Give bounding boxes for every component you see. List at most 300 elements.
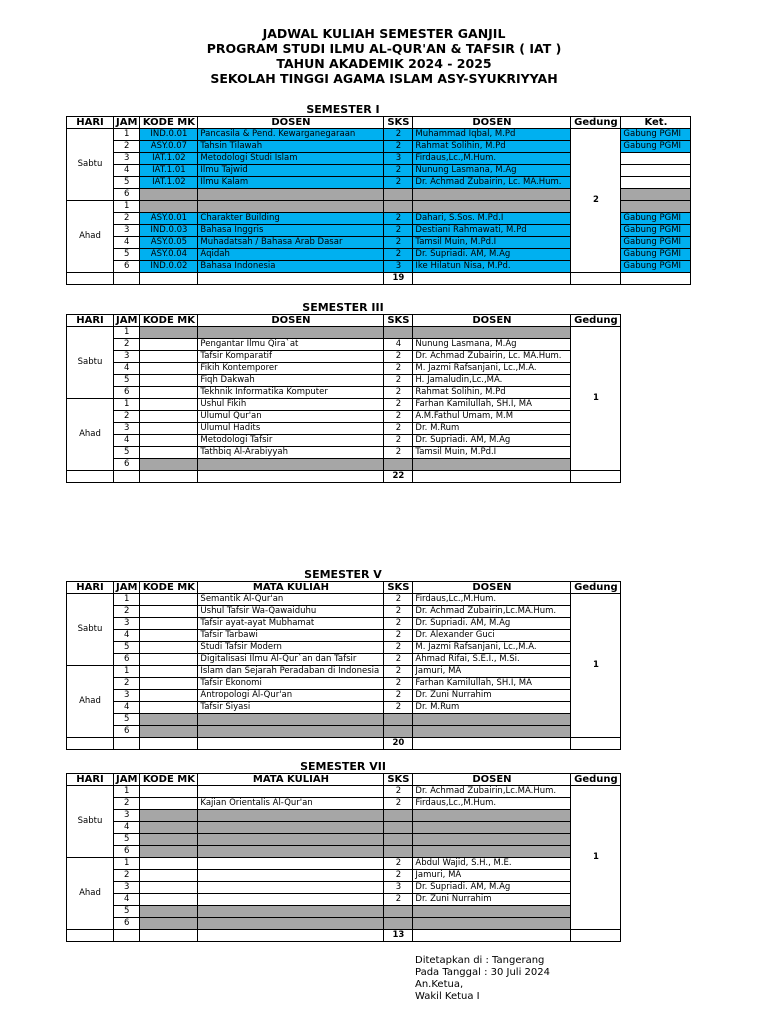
jam-cell: 4 [114, 894, 140, 906]
semester-7-table [66, 773, 621, 942]
course-cell [198, 858, 384, 870]
day-label-sabtu: Sabtu [67, 594, 114, 666]
table-row [67, 327, 621, 339]
lecturer-cell: Dr. Achmad Zubairin,Lc.MA.Hum. [413, 606, 571, 618]
header-title: JADWAL KULIAH SEMESTER GANJIL [262, 26, 506, 41]
kode-cell: IAT.1.02 [140, 153, 198, 165]
sks-cell: 3 [384, 261, 413, 273]
empty-cell [114, 471, 140, 483]
sks-cell [384, 822, 413, 834]
lecturer-cell [413, 918, 571, 930]
jam-cell: 5 [114, 375, 140, 387]
course-cell: Tekhnik Informatika Komputer [198, 387, 384, 399]
sks-cell: 2 [384, 702, 413, 714]
sks-cell: 2 [384, 654, 413, 666]
jam-cell: 6 [114, 726, 140, 738]
lecturer-cell: Firdaus,Lc.,M.Hum. [413, 153, 571, 165]
course-cell: Ulumul Hadits [198, 423, 384, 435]
jam-cell: 5 [114, 177, 140, 189]
kode-cell [140, 423, 198, 435]
course-cell: Ulumul Qur'an [198, 411, 384, 423]
total-row [67, 273, 691, 285]
col-kode: KODE MK [140, 315, 198, 327]
sks-cell: 3 [384, 882, 413, 894]
course-cell: Pengantar Ilmu Qira`at [198, 339, 384, 351]
course-cell [198, 459, 384, 471]
lecturer-cell: Nunung Lasmana, M.Ag [413, 339, 571, 351]
sks-cell [384, 846, 413, 858]
col-sks: SKS [384, 315, 413, 327]
jam-cell: 4 [114, 237, 140, 249]
jam-cell: 5 [114, 447, 140, 459]
col-dosen: DOSEN [413, 582, 571, 594]
kode-cell [140, 327, 198, 339]
jam-cell: 3 [114, 882, 140, 894]
table-row [67, 387, 621, 399]
col-jam: JAM [114, 582, 140, 594]
kode-cell [140, 189, 198, 201]
lecturer-cell: Firdaus,Lc.,M.Hum. [413, 798, 571, 810]
kode-cell [140, 786, 198, 798]
lecturer-cell: Dr. Achmad Zubairin, Lc. MA.Hum. [413, 177, 571, 189]
course-cell: Metodologi Studi Islam [198, 153, 384, 165]
table-row [67, 870, 621, 882]
lecturer-cell: Rahmat Solihin, M.Pd [413, 141, 571, 153]
signature-role: Wakil Ketua I [415, 991, 480, 1002]
sks-cell [384, 918, 413, 930]
jam-cell: 3 [114, 810, 140, 822]
col-sks: SKS [384, 774, 413, 786]
sks-cell: 2 [384, 630, 413, 642]
empty-cell [571, 738, 621, 750]
course-cell: Tafsir Tarbawi [198, 630, 384, 642]
empty-cell [571, 930, 621, 942]
course-cell [198, 189, 384, 201]
kode-cell [140, 918, 198, 930]
lecturer-cell [413, 201, 571, 213]
table-row [67, 714, 621, 726]
kode-cell [140, 690, 198, 702]
sks-cell: 2 [384, 423, 413, 435]
jam-cell: 3 [114, 153, 140, 165]
sks-cell [384, 834, 413, 846]
day-label-sabtu: Sabtu [67, 129, 114, 201]
empty-cell [413, 273, 571, 285]
ket-cell: Gabung PGMI [621, 213, 691, 225]
kode-cell [140, 714, 198, 726]
total-row [67, 738, 621, 750]
ket-cell [621, 153, 691, 165]
jam-cell: 1 [114, 129, 140, 141]
building-number: 1 [571, 594, 621, 738]
lecturer-cell: Ahmad Rifai, S.E.I., M.Si. [413, 654, 571, 666]
jam-cell: 1 [114, 666, 140, 678]
ket-cell: Gabung PGMI [621, 225, 691, 237]
lecturer-cell [413, 327, 571, 339]
lecturer-cell: Dr. Zuni Nurrahim [413, 894, 571, 906]
empty-cell [114, 930, 140, 942]
lecturer-cell [413, 714, 571, 726]
table-row [67, 447, 621, 459]
lecturer-cell [413, 726, 571, 738]
day-label-sabtu: Sabtu [67, 327, 114, 399]
col-gedung: Gedung [571, 315, 621, 327]
sks-cell [384, 726, 413, 738]
col-hari: HARI [67, 582, 114, 594]
sks-cell: 2 [384, 678, 413, 690]
sks-cell: 2 [384, 618, 413, 630]
kode-cell: ASY.0.04 [140, 249, 198, 261]
table-row [67, 423, 621, 435]
course-cell: Bahasa Indonesia [198, 261, 384, 273]
kode-cell [140, 630, 198, 642]
table-row [67, 642, 621, 654]
kode-cell [140, 201, 198, 213]
kode-cell [140, 810, 198, 822]
sks-cell: 2 [384, 213, 413, 225]
ket-cell [621, 201, 691, 213]
jam-cell: 2 [114, 213, 140, 225]
col-dosen: DOSEN [413, 315, 571, 327]
ket-cell: Gabung PGMI [621, 141, 691, 153]
lecturer-cell: Dr. Supriadi. AM, M.Ag [413, 435, 571, 447]
jam-cell: 6 [114, 387, 140, 399]
course-cell [198, 870, 384, 882]
sks-cell [384, 189, 413, 201]
table-row [67, 630, 621, 642]
course-cell: Ushul Fikih [198, 399, 384, 411]
course-cell: Islam dan Sejarah Peradaban di Indonesia [198, 666, 384, 678]
kode-cell [140, 834, 198, 846]
table-row [67, 894, 621, 906]
signature-place: Ditetapkan di : Tangerang [415, 955, 545, 966]
jam-cell: 4 [114, 630, 140, 642]
course-cell [198, 846, 384, 858]
empty-cell [413, 738, 571, 750]
jam-cell: 6 [114, 846, 140, 858]
col-jam: JAM [114, 117, 140, 129]
sks-cell [384, 201, 413, 213]
col-hari: HARI [67, 117, 114, 129]
kode-cell [140, 870, 198, 882]
kode-cell [140, 894, 198, 906]
kode-cell [140, 459, 198, 471]
kode-cell [140, 339, 198, 351]
table-row [67, 690, 621, 702]
lecturer-cell: Jamuri, MA [413, 666, 571, 678]
table-row [67, 834, 621, 846]
table-row [67, 435, 621, 447]
course-cell: Tafsir Ekonomi [198, 678, 384, 690]
course-cell: Tafsir ayat-ayat Mubhamat [198, 618, 384, 630]
sks-cell [384, 906, 413, 918]
course-cell: Tafsir Siyasi [198, 702, 384, 714]
course-cell: Semantik Al-Qur'an [198, 594, 384, 606]
course-cell: Metodologi Tafsir [198, 435, 384, 447]
sks-cell: 2 [384, 690, 413, 702]
kode-cell [140, 846, 198, 858]
kode-cell [140, 666, 198, 678]
total-sks: 20 [384, 738, 413, 750]
total-sks: 19 [384, 273, 413, 285]
col-mata-kuliah: MATA KULIAH [198, 582, 384, 594]
lecturer-cell: Tamsil Muin, M.Pd.I [413, 447, 571, 459]
lecturer-cell: Dr. Alexander Guci [413, 630, 571, 642]
empty-cell [67, 273, 114, 285]
empty-cell [198, 471, 384, 483]
lecturer-cell [413, 822, 571, 834]
building-number: 1 [571, 786, 621, 930]
course-cell [198, 786, 384, 798]
semester-3-title: SEMESTER III [302, 301, 384, 314]
total-sks: 22 [384, 471, 413, 483]
jam-cell: 4 [114, 435, 140, 447]
header-institution: SEKOLAH TINGGI AGAMA ISLAM ASY-SYUKRIYYAH [210, 71, 558, 86]
table-row [67, 351, 621, 363]
jam-cell: 2 [114, 870, 140, 882]
sks-cell: 2 [384, 387, 413, 399]
lecturer-cell: A.M.Fathul Umam, M.M [413, 411, 571, 423]
jam-cell: 4 [114, 363, 140, 375]
empty-cell [114, 738, 140, 750]
empty-cell [140, 273, 198, 285]
lecturer-cell: Destiani Rahmawati, M.Pd [413, 225, 571, 237]
lecturer-cell [413, 834, 571, 846]
semester-5-table [66, 581, 621, 750]
empty-cell [413, 930, 571, 942]
col-gedung: Gedung [571, 117, 621, 129]
table-row [67, 810, 621, 822]
kode-cell [140, 678, 198, 690]
sks-cell: 2 [384, 435, 413, 447]
semester-5-title: SEMESTER V [304, 568, 382, 581]
lecturer-cell: M. Jazmi Rafsanjani, Lc.,M.A. [413, 363, 571, 375]
kode-cell: IND.0.03 [140, 225, 198, 237]
kode-cell: IAT.1.02 [140, 177, 198, 189]
lecturer-cell: Dr. Achmad Zubairin, Lc. MA.Hum. [413, 351, 571, 363]
building-number: 1 [571, 327, 621, 471]
document-header [0, 26, 768, 86]
sks-cell: 2 [384, 642, 413, 654]
col-jam: JAM [114, 774, 140, 786]
table-row [67, 918, 621, 930]
sks-cell: 2 [384, 411, 413, 423]
lecturer-cell: Nunung Lasmana, M.Ag [413, 165, 571, 177]
course-cell [198, 714, 384, 726]
sks-cell: 2 [384, 786, 413, 798]
sks-cell: 2 [384, 237, 413, 249]
col-dosen: DOSEN [413, 774, 571, 786]
course-cell: Tahsin Tilawah [198, 141, 384, 153]
kode-cell [140, 594, 198, 606]
sks-cell [384, 459, 413, 471]
course-cell: Ilmu Tajwid [198, 165, 384, 177]
jam-cell: 2 [114, 678, 140, 690]
table-row [67, 678, 621, 690]
jam-cell: 4 [114, 165, 140, 177]
kode-cell: ASY.0.07 [140, 141, 198, 153]
kode-cell [140, 618, 198, 630]
sks-cell: 2 [384, 894, 413, 906]
table-row [67, 654, 621, 666]
lecturer-cell: Dahari, S.Sos. M.Pd.I [413, 213, 571, 225]
course-cell [198, 822, 384, 834]
lecturer-cell [413, 846, 571, 858]
kode-cell [140, 351, 198, 363]
lecturer-cell: Farhan Kamilullah, SH.I, MA [413, 678, 571, 690]
jam-cell: 4 [114, 822, 140, 834]
signature-date: Pada Tanggal : 30 Juli 2024 [415, 967, 550, 978]
sks-cell: 2 [384, 351, 413, 363]
table-row [67, 798, 621, 810]
sks-cell [384, 714, 413, 726]
jam-cell: 4 [114, 702, 140, 714]
course-cell: Studi Tafsir Modern [198, 642, 384, 654]
course-cell: Aqidah [198, 249, 384, 261]
lecturer-cell: Firdaus,Lc.,M.Hum. [413, 594, 571, 606]
table-row [67, 726, 621, 738]
jam-cell: 6 [114, 918, 140, 930]
jam-cell: 1 [114, 327, 140, 339]
total-sks: 13 [384, 930, 413, 942]
table-row [67, 399, 621, 411]
header-program: PROGRAM STUDI ILMU AL-QUR'AN & TAFSIR ( IAT ) [206, 41, 562, 56]
sks-cell: 2 [384, 141, 413, 153]
table-row [67, 882, 621, 894]
col-dosen: DOSEN [198, 315, 384, 327]
sks-cell: 2 [384, 594, 413, 606]
lecturer-cell: Rahmat Solihin, M.Pd [413, 387, 571, 399]
col-gedung: Gedung [571, 582, 621, 594]
empty-cell [67, 738, 114, 750]
kode-cell: ASY.0.05 [140, 237, 198, 249]
kode-cell [140, 642, 198, 654]
kode-cell: IAT.1.01 [140, 165, 198, 177]
course-cell: Digitalisasi Ilmu Al-Qur`an dan Tafsir [198, 654, 384, 666]
lecturer-cell [413, 810, 571, 822]
table-row [67, 375, 621, 387]
kode-cell [140, 363, 198, 375]
table-row [67, 702, 621, 714]
course-cell [198, 918, 384, 930]
lecturer-cell: Muhammad Iqbal, M.Pd [413, 129, 571, 141]
kode-cell: ASY.0.01 [140, 213, 198, 225]
day-label-ahad: Ahad [67, 666, 114, 738]
empty-cell [114, 273, 140, 285]
lecturer-cell [413, 459, 571, 471]
jam-cell: 1 [114, 786, 140, 798]
ket-cell: Gabung PGMI [621, 129, 691, 141]
sks-cell: 2 [384, 375, 413, 387]
table-row [67, 666, 621, 678]
empty-cell [140, 471, 198, 483]
course-cell: Antropologi Al-Qur'an [198, 690, 384, 702]
jam-cell: 2 [114, 606, 140, 618]
lecturer-cell: Dr. Achmad Zubairin,Lc.MA.Hum. [413, 786, 571, 798]
kode-cell [140, 654, 198, 666]
day-label-sabtu: Sabtu [67, 786, 114, 858]
table-row [67, 822, 621, 834]
sks-cell: 2 [384, 798, 413, 810]
kode-cell [140, 858, 198, 870]
day-label-ahad: Ahad [67, 201, 114, 273]
total-row [67, 930, 621, 942]
empty-cell [571, 273, 621, 285]
sks-cell: 2 [384, 399, 413, 411]
col-dosen: DOSEN [198, 117, 384, 129]
jam-cell: 3 [114, 351, 140, 363]
course-cell [198, 882, 384, 894]
kode-cell [140, 447, 198, 459]
ket-cell: Gabung PGMI [621, 237, 691, 249]
lecturer-cell: Abdul Wajid, S.H., M.E. [413, 858, 571, 870]
jam-cell: 1 [114, 399, 140, 411]
kode-cell [140, 702, 198, 714]
table-row [67, 129, 691, 141]
kode-cell [140, 882, 198, 894]
jam-cell: 6 [114, 459, 140, 471]
kode-cell [140, 606, 198, 618]
jam-cell: 3 [114, 423, 140, 435]
table-row [67, 618, 621, 630]
course-cell: Kajian Orientalis Al-Qur'an [198, 798, 384, 810]
sks-cell: 2 [384, 606, 413, 618]
sks-cell: 2 [384, 129, 413, 141]
kode-cell [140, 387, 198, 399]
ket-cell [621, 165, 691, 177]
lecturer-cell: Farhan Kamilullah, SH.I, MA [413, 399, 571, 411]
course-cell [198, 906, 384, 918]
jam-cell: 2 [114, 798, 140, 810]
col-gedung: Gedung [571, 774, 621, 786]
empty-cell [67, 930, 114, 942]
signature-block [415, 955, 550, 1003]
ket-cell: Gabung PGMI [621, 249, 691, 261]
col-ket: Ket. [621, 117, 691, 129]
table-row [67, 411, 621, 423]
sks-cell: 3 [384, 153, 413, 165]
col-hari: HARI [67, 315, 114, 327]
sks-cell: 2 [384, 447, 413, 459]
jam-cell: 2 [114, 411, 140, 423]
sks-cell: 2 [384, 363, 413, 375]
col-kode: KODE MK [140, 582, 198, 594]
empty-cell [140, 930, 198, 942]
jam-cell: 1 [114, 201, 140, 213]
header-year: TAHUN AKADEMIK 2024 - 2025 [276, 56, 492, 71]
empty-cell [621, 273, 691, 285]
ket-cell: Gabung PGMI [621, 261, 691, 273]
empty-cell [67, 471, 114, 483]
jam-cell: 2 [114, 141, 140, 153]
course-cell: Pancasila & Pend. Kewarganegaraan [198, 129, 384, 141]
semester-3-table [66, 314, 621, 483]
jam-cell: 3 [114, 225, 140, 237]
course-cell: Tafsir Komparatif [198, 351, 384, 363]
jam-cell: 5 [114, 249, 140, 261]
table-row [67, 906, 621, 918]
col-sks: SKS [384, 117, 413, 129]
empty-cell [413, 471, 571, 483]
sks-cell [384, 810, 413, 822]
course-cell: Muhadatsah / Bahasa Arab Dasar [198, 237, 384, 249]
sks-cell: 2 [384, 249, 413, 261]
table-row [67, 594, 621, 606]
course-cell [198, 834, 384, 846]
course-cell [198, 726, 384, 738]
jam-cell: 6 [114, 654, 140, 666]
jam-cell: 5 [114, 834, 140, 846]
